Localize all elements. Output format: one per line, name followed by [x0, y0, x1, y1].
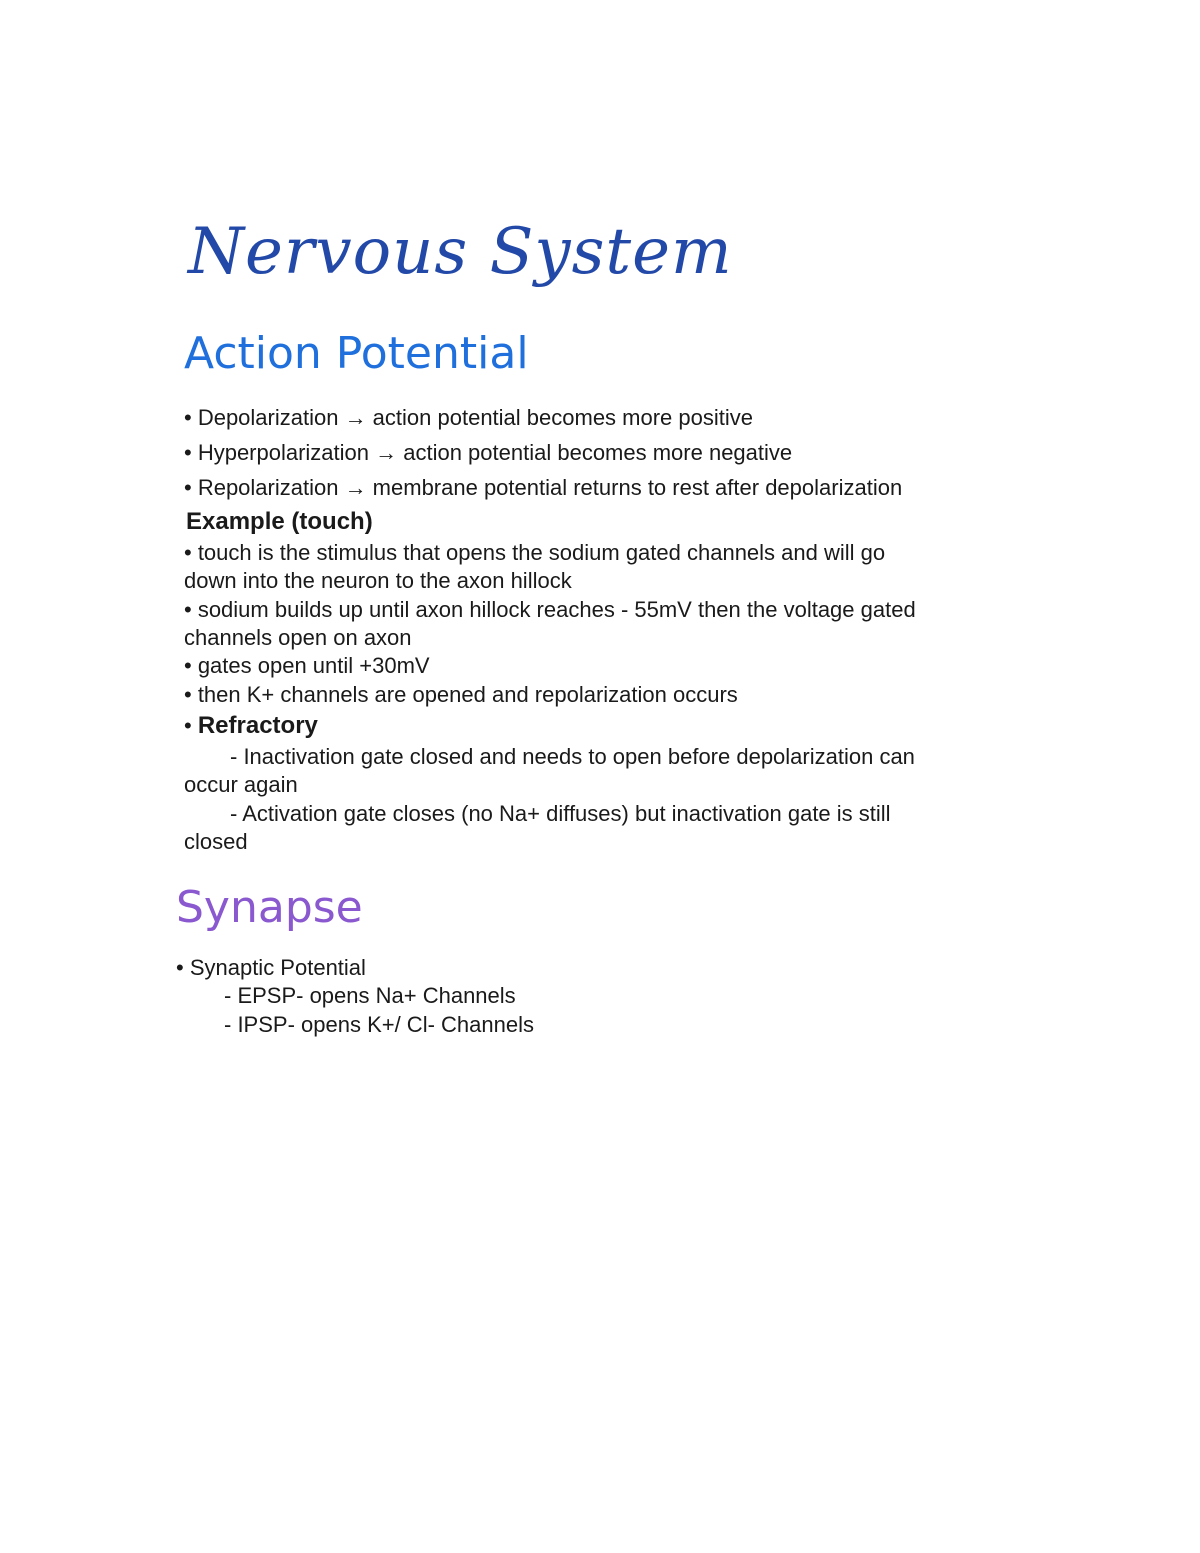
example-line: down into the neuron to the axon hillock [184, 568, 572, 593]
definition-hyperpolarization: • Hyperpolarization → action potential becomes more negative [184, 440, 793, 465]
definition-depolarization: • Depolarization → action potential becomes more positive [184, 405, 753, 430]
refractory-heading: Refractory [197, 712, 318, 739]
refractory-item [184, 712, 318, 740]
example-line: • then K+ channels are opened and repolarization occurs [184, 682, 738, 707]
example-line: • gates open until +30mV [184, 653, 430, 678]
subheading-example: Example (touch) [186, 508, 373, 535]
section-heading-action-potential: Action Potential [184, 328, 529, 379]
synapse-line: • Synaptic Potential [176, 955, 366, 980]
example-line: • sodium builds up until axon hillock reaches - 55mV then the voltage gated [184, 597, 916, 622]
refractory-line: occur again [184, 772, 298, 797]
refractory-line: - Inactivation gate closed and needs to open before depolarization can [230, 744, 915, 769]
refractory-line: closed [184, 829, 248, 854]
example-line: • touch is the stimulus that opens the sodium gated channels and will go [184, 540, 886, 565]
example-line: channels open on axon [184, 625, 412, 650]
page-title: Nervous System [188, 215, 733, 289]
synapse-line: - IPSP- opens K+/ Cl- Channels [224, 1012, 534, 1037]
refractory-line: - Activation gate closes (no Na+ diffuses) but inactivation gate is still [230, 801, 891, 826]
synapse-line: - EPSP- opens Na+ Channels [224, 983, 516, 1008]
refractory-bullet: • [184, 713, 198, 738]
definition-repolarization: • Repolarization → membrane potential returns to rest after depolarization [184, 475, 903, 500]
section-heading-synapse: Synapse [176, 882, 363, 933]
